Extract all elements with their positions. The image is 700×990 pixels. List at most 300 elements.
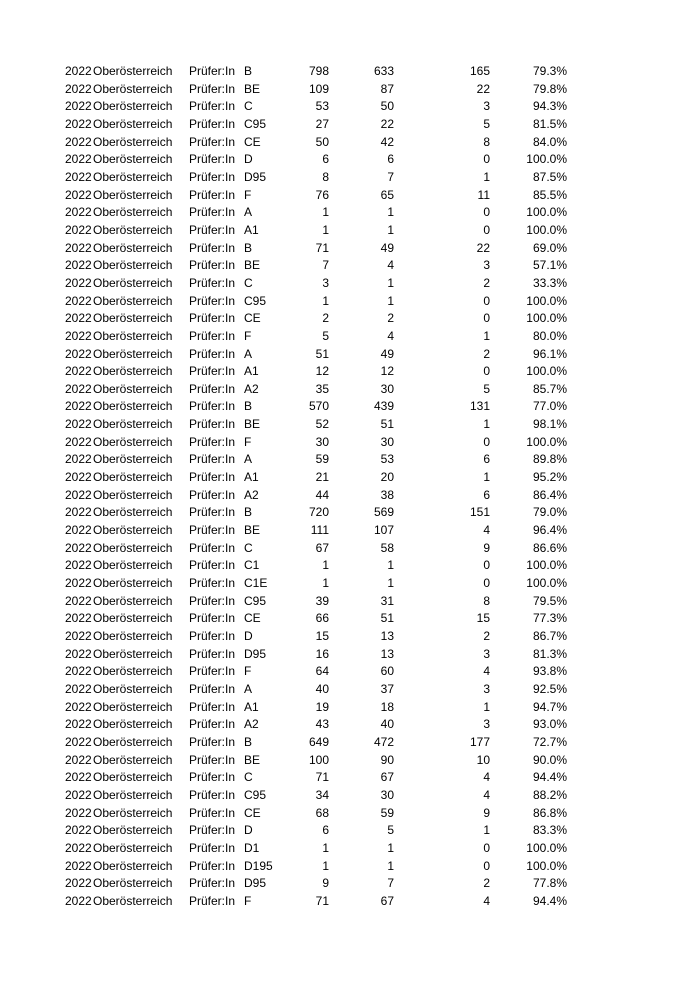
year-cell: 2022 [65,434,92,449]
failed-cell: 0 [483,311,490,326]
role-cell: Prüfer:In [189,328,236,343]
role-cell: Prüfer:In [189,64,236,78]
region-cell: Oberösterreich [93,646,173,661]
rate-cell: 57.1% [532,258,567,273]
role-cell: Prüfer:In [189,752,236,767]
failed-cell: 1 [483,417,490,432]
total-cell: 64 [315,664,329,679]
passed-cell: 1 [387,840,394,855]
failed-cell: 1 [483,823,490,838]
role-cell: Prüfer:In [189,646,236,661]
region-cell: Oberösterreich [93,787,173,802]
total-cell: 1 [322,205,329,220]
rate-cell: 80.0% [532,328,567,343]
year-cell: 2022 [65,275,92,290]
failed-cell: 165 [469,64,490,78]
rate-cell: 100.0% [526,311,567,326]
table-row [0,840,700,858]
class-cell: F [244,187,252,202]
class-cell: C95 [244,293,267,308]
table-row [0,240,700,258]
failed-cell: 3 [483,681,490,696]
region-cell: Oberösterreich [93,523,173,538]
class-cell: F [244,664,252,679]
year-cell: 2022 [65,734,92,749]
role-cell: Prüfer:In [189,293,236,308]
table-row [0,187,700,205]
table-row [0,875,700,893]
region-cell: Oberösterreich [93,487,173,502]
region-cell: Oberösterreich [93,222,173,237]
failed-cell: 9 [483,805,490,820]
passed-cell: 107 [373,523,394,538]
total-cell: 71 [315,893,329,908]
role-cell: Prüfer:In [189,523,236,538]
region-cell: Oberösterreich [93,399,173,414]
role-cell: Prüfer:In [189,452,236,467]
total-cell: 50 [315,134,329,149]
year-cell: 2022 [65,81,92,96]
region-cell: Oberösterreich [93,275,173,290]
total-cell: 59 [315,452,329,467]
class-cell: B [244,734,253,749]
total-cell: 1 [322,576,329,591]
table-row [0,663,700,681]
year-cell: 2022 [65,717,92,732]
rate-cell: 98.1% [532,417,567,432]
rate-cell: 83.3% [532,823,567,838]
class-cell: B [244,399,253,414]
passed-cell: 2 [387,311,394,326]
class-cell: A2 [244,381,259,396]
rate-cell: 69.0% [532,240,567,255]
region-cell: Oberösterreich [93,81,173,96]
passed-cell: 51 [380,417,394,432]
total-cell: 649 [308,734,329,749]
passed-cell: 1 [387,576,394,591]
failed-cell: 0 [483,222,490,237]
role-cell: Prüfer:In [189,505,236,520]
rate-cell: 86.8% [532,805,567,820]
role-cell: Prüfer:In [189,487,236,502]
role-cell: Prüfer:In [189,134,236,149]
table-row [0,434,700,452]
role-cell: Prüfer:In [189,823,236,838]
passed-cell: 1 [387,293,394,308]
rate-cell: 100.0% [526,293,567,308]
year-cell: 2022 [65,381,92,396]
region-cell: Oberösterreich [93,134,173,149]
region-cell: Oberösterreich [93,240,173,255]
table-row [0,540,700,558]
role-cell: Prüfer:In [189,222,236,237]
class-cell: C95 [244,787,267,802]
role-cell: Prüfer:In [189,311,236,326]
table-row [0,363,700,381]
table-row [0,134,700,152]
class-cell: B [244,240,253,255]
role-cell: Prüfer:In [189,364,236,379]
passed-cell: 12 [380,364,394,379]
total-cell: 44 [315,487,329,502]
rate-cell: 100.0% [526,222,567,237]
class-cell: D [244,823,253,838]
table-row [0,752,700,770]
region-cell: Oberösterreich [93,558,173,573]
role-cell: Prüfer:In [189,629,236,643]
region-cell: Oberösterreich [93,452,173,467]
table-row [0,257,700,275]
class-cell: F [244,434,252,449]
class-cell: BE [244,752,261,767]
class-cell: A [244,346,253,361]
region-cell: Oberösterreich [93,611,173,626]
total-cell: 720 [308,505,329,520]
year-cell: 2022 [65,893,92,908]
passed-cell: 5 [387,823,394,838]
region-cell: Oberösterreich [93,576,173,591]
year-cell: 2022 [65,258,92,273]
region-cell: Oberösterreich [93,116,173,131]
class-cell: C [244,99,253,114]
class-cell: D [244,152,253,167]
class-cell: F [244,893,252,908]
rate-cell: 79.0% [532,505,567,520]
failed-cell: 9 [483,540,490,555]
total-cell: 34 [315,787,329,802]
region-cell: Oberösterreich [93,434,173,449]
table-row [0,646,700,664]
failed-cell: 3 [483,258,490,273]
failed-cell: 4 [483,893,490,908]
total-cell: 51 [315,346,329,361]
year-cell: 2022 [65,169,92,184]
year-cell: 2022 [65,470,92,485]
failed-cell: 0 [483,152,490,167]
role-cell: Prüfer:In [189,417,236,432]
failed-cell: 0 [483,205,490,220]
region-cell: Oberösterreich [93,470,173,485]
failed-cell: 22 [476,240,490,255]
table-row [0,151,700,169]
rate-cell: 94.4% [532,770,567,785]
rate-cell: 79.8% [532,81,567,96]
passed-cell: 50 [380,99,394,114]
year-cell: 2022 [65,823,92,838]
passed-cell: 439 [373,399,394,414]
year-cell: 2022 [65,116,92,131]
total-cell: 40 [315,681,329,696]
role-cell: Prüfer:In [189,169,236,184]
region-cell: Oberösterreich [93,346,173,361]
rate-cell: 84.0% [532,134,567,149]
failed-cell: 3 [483,99,490,114]
class-cell: A1 [244,222,259,237]
rate-cell: 89.8% [532,452,567,467]
table-row [0,504,700,522]
year-cell: 2022 [65,99,92,114]
year-cell: 2022 [65,611,92,626]
total-cell: 16 [315,646,329,661]
total-cell: 71 [315,240,329,255]
year-cell: 2022 [65,876,92,891]
passed-cell: 30 [380,787,394,802]
table-row [0,716,700,734]
passed-cell: 30 [380,381,394,396]
total-cell: 8 [322,169,329,184]
total-cell: 39 [315,593,329,608]
passed-cell: 31 [380,593,394,608]
region-cell: Oberösterreich [93,752,173,767]
role-cell: Prüfer:In [189,840,236,855]
rate-cell: 77.0% [532,399,567,414]
total-cell: 21 [315,470,329,485]
region-cell: Oberösterreich [93,364,173,379]
passed-cell: 13 [380,629,394,643]
total-cell: 53 [315,99,329,114]
year-cell: 2022 [65,523,92,538]
total-cell: 76 [315,187,329,202]
region-cell: Oberösterreich [93,858,173,873]
rate-cell: 90.0% [532,752,567,767]
failed-cell: 4 [483,787,490,802]
class-cell: C95 [244,116,267,131]
class-cell: A [244,452,253,467]
failed-cell: 6 [483,452,490,467]
region-cell: Oberösterreich [93,258,173,273]
table-row [0,593,700,611]
failed-cell: 177 [469,734,490,749]
region-cell: Oberösterreich [93,187,173,202]
table-row [0,204,700,222]
role-cell: Prüfer:In [189,187,236,202]
total-cell: 27 [315,116,329,131]
failed-cell: 0 [483,558,490,573]
table-row [0,858,700,876]
table-row [0,681,700,699]
rate-cell: 100.0% [526,858,567,873]
total-cell: 19 [315,699,329,714]
rate-cell: 72.7% [532,734,567,749]
failed-cell: 2 [483,629,490,643]
region-cell: Oberösterreich [93,893,173,908]
total-cell: 109 [308,81,329,96]
class-cell: A1 [244,699,259,714]
role-cell: Prüfer:In [189,858,236,873]
total-cell: 52 [315,417,329,432]
class-cell: C [244,540,253,555]
rate-cell: 81.5% [532,116,567,131]
year-cell: 2022 [65,64,92,78]
rate-cell: 96.4% [532,523,567,538]
failed-cell: 10 [476,752,490,767]
region-cell: Oberösterreich [93,734,173,749]
class-cell: BE [244,523,261,538]
role-cell: Prüfer:In [189,717,236,732]
total-cell: 100 [308,752,329,767]
passed-cell: 65 [380,187,394,202]
failed-cell: 4 [483,664,490,679]
role-cell: Prüfer:In [189,787,236,802]
passed-cell: 59 [380,805,394,820]
region-cell: Oberösterreich [93,205,173,220]
region-cell: Oberösterreich [93,293,173,308]
rate-cell: 85.5% [532,187,567,202]
region-cell: Oberösterreich [93,823,173,838]
failed-cell: 2 [483,346,490,361]
table-row [0,610,700,628]
table-row [0,822,700,840]
role-cell: Prüfer:In [189,593,236,608]
table-row [0,469,700,487]
total-cell: 15 [315,629,329,643]
role-cell: Prüfer:In [189,876,236,891]
total-cell: 6 [322,823,329,838]
role-cell: Prüfer:In [189,805,236,820]
failed-cell: 0 [483,364,490,379]
year-cell: 2022 [65,681,92,696]
failed-cell: 8 [483,134,490,149]
failed-cell: 1 [483,699,490,714]
passed-cell: 4 [387,258,394,273]
year-cell: 2022 [65,664,92,679]
passed-cell: 90 [380,752,394,767]
failed-cell: 1 [483,470,490,485]
passed-cell: 30 [380,434,394,449]
region-cell: Oberösterreich [93,540,173,555]
region-cell: Oberösterreich [93,417,173,432]
total-cell: 6 [322,152,329,167]
region-cell: Oberösterreich [93,876,173,891]
table-row [0,416,700,434]
rate-cell: 93.8% [532,664,567,679]
year-cell: 2022 [65,134,92,149]
total-cell: 35 [315,381,329,396]
failed-cell: 4 [483,770,490,785]
class-cell: BE [244,417,261,432]
passed-cell: 20 [380,470,394,485]
passed-cell: 569 [373,505,394,520]
total-cell: 7 [322,258,329,273]
table-row [0,699,700,717]
passed-cell: 38 [380,487,394,502]
class-cell: C [244,275,253,290]
role-cell: Prüfer:In [189,81,236,96]
passed-cell: 67 [380,893,394,908]
passed-cell: 18 [380,699,394,714]
year-cell: 2022 [65,346,92,361]
role-cell: Prüfer:In [189,470,236,485]
table-row [0,222,700,240]
table-row [0,293,700,311]
total-cell: 798 [308,64,329,78]
failed-cell: 4 [483,523,490,538]
total-cell: 1 [322,293,329,308]
year-cell: 2022 [65,558,92,573]
class-cell: BE [244,81,261,96]
role-cell: Prüfer:In [189,152,236,167]
data-table [0,63,700,911]
class-cell: CE [244,311,261,326]
role-cell: Prüfer:In [189,699,236,714]
class-cell: A1 [244,470,259,485]
passed-cell: 472 [373,734,394,749]
failed-cell: 22 [476,81,490,96]
failed-cell: 151 [469,505,490,520]
year-cell: 2022 [65,187,92,202]
year-cell: 2022 [65,293,92,308]
class-cell: CE [244,805,261,820]
role-cell: Prüfer:In [189,399,236,414]
rate-cell: 100.0% [526,205,567,220]
role-cell: Prüfer:In [189,434,236,449]
failed-cell: 5 [483,116,490,131]
failed-cell: 2 [483,275,490,290]
region-cell: Oberösterreich [93,328,173,343]
rate-cell: 93.0% [532,717,567,732]
failed-cell: 1 [483,169,490,184]
role-cell: Prüfer:In [189,558,236,573]
year-cell: 2022 [65,646,92,661]
class-cell: CE [244,611,261,626]
year-cell: 2022 [65,152,92,167]
role-cell: Prüfer:In [189,770,236,785]
class-cell: A2 [244,487,259,502]
rate-cell: 94.4% [532,893,567,908]
failed-cell: 0 [483,434,490,449]
passed-cell: 40 [380,717,394,732]
rate-cell: 100.0% [526,576,567,591]
role-cell: Prüfer:In [189,258,236,273]
failed-cell: 0 [483,858,490,873]
role-cell: Prüfer:In [189,240,236,255]
role-cell: Prüfer:In [189,99,236,114]
passed-cell: 51 [380,611,394,626]
passed-cell: 37 [380,681,394,696]
year-cell: 2022 [65,452,92,467]
class-cell: D95 [244,646,267,661]
passed-cell: 87 [380,81,394,96]
failed-cell: 0 [483,840,490,855]
rate-cell: 85.7% [532,381,567,396]
failed-cell: 3 [483,717,490,732]
class-cell: A [244,681,253,696]
table-row [0,734,700,752]
failed-cell: 11 [477,187,490,202]
year-cell: 2022 [65,222,92,237]
rate-cell: 86.6% [532,540,567,555]
total-cell: 67 [315,540,329,555]
total-cell: 66 [315,611,329,626]
year-cell: 2022 [65,487,92,502]
rate-cell: 94.7% [532,699,567,714]
passed-cell: 60 [380,664,394,679]
rate-cell: 100.0% [526,364,567,379]
table-row [0,805,700,823]
class-cell: F [244,328,252,343]
class-cell: A1 [244,364,259,379]
table-row [0,557,700,575]
passed-cell: 6 [387,152,394,167]
table-row [0,81,700,99]
rate-cell: 100.0% [526,840,567,855]
region-cell: Oberösterreich [93,681,173,696]
class-cell: BE [244,258,261,273]
class-cell: D95 [244,876,267,891]
class-cell: CE [244,134,261,149]
total-cell: 1 [322,840,329,855]
year-cell: 2022 [65,399,92,414]
